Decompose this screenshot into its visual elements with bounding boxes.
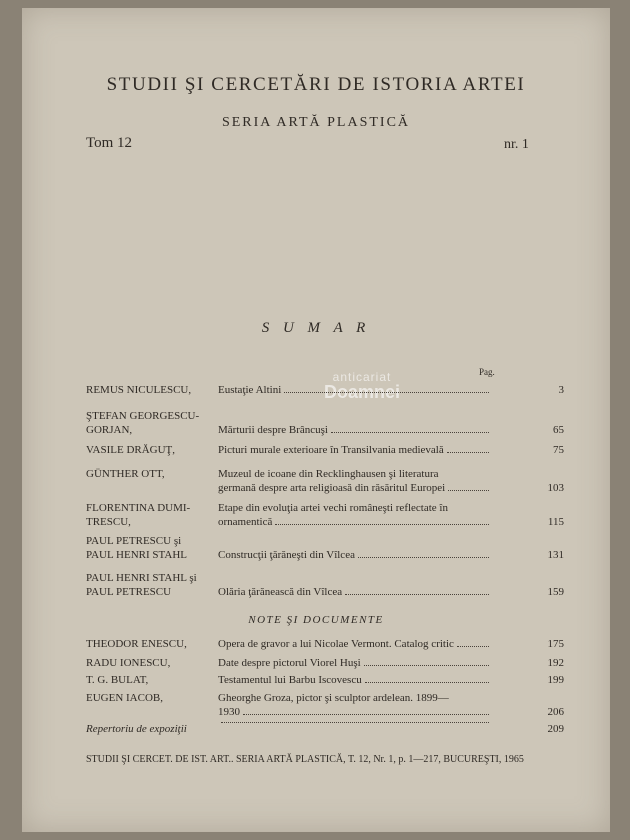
title-line: Opera de gravor a lui Nicolae Vermont. Catalog critic	[218, 638, 454, 650]
entry-title	[218, 443, 492, 457]
author-line: FLORENTINA DUMI-	[86, 502, 191, 514]
entry-author	[86, 383, 221, 397]
entry-author	[86, 571, 221, 599]
series-title: SERIA ARTĂ PLASTICĂ	[221, 115, 411, 130]
author-line: TRESCU,	[86, 516, 131, 528]
author-line: REMUS NICULESCU,	[86, 384, 192, 396]
entry-title	[218, 637, 492, 651]
entry-title	[218, 691, 492, 719]
entry-page-number: 159	[547, 586, 564, 598]
author-line: PAUL PETRESCU şi	[86, 535, 182, 547]
entry-title	[218, 656, 492, 670]
page-column-label: Pag.	[479, 367, 495, 377]
author-line: THEODOR ENESCU,	[86, 638, 187, 650]
notes-heading: NOTE ŞI DOCUMENTE	[248, 614, 384, 626]
entry-author	[86, 467, 221, 481]
issue-number: nr. 1	[504, 137, 529, 152]
entry-page-number: 192	[547, 657, 564, 669]
author-line: PAUL HENRI STAHL	[86, 549, 187, 561]
title-line: Date despre pictorul Viorel Huşi	[218, 657, 361, 669]
entry-title	[218, 571, 492, 599]
entry-author	[86, 443, 221, 457]
entry-author	[86, 673, 221, 687]
author-line: PAUL PETRESCU	[86, 586, 172, 598]
author-line: GÜNTHER OTT,	[86, 468, 165, 480]
title-line: Testamentul lui Barbu Iscovescu	[218, 674, 362, 686]
entry-author	[86, 691, 221, 705]
entry-author	[86, 409, 221, 437]
repertoriu-label: Repertoriu de expoziţii	[86, 723, 187, 735]
author-line: T. G. BULAT,	[86, 674, 149, 686]
repertoriu-page: 209	[547, 723, 564, 735]
watermark-line2: Doamnei	[323, 382, 401, 402]
entry-title	[218, 409, 492, 437]
imprint-footer: STUDII ŞI CERCET. DE IST. ART.. SERIA ARTĂ PLASTICĂ, T. 12, Nr. 1, p. 1—217, BUCUREŞTI, 1965	[86, 754, 524, 765]
entry-page-number: 206	[547, 706, 564, 718]
volume-label: Tom 12	[86, 135, 133, 151]
author-line: GORJAN,	[86, 424, 133, 436]
book-page	[22, 8, 610, 832]
title-line: Construcţii ţărăneşti din Vîlcea	[218, 549, 355, 561]
watermark-line1: anticariat	[332, 370, 392, 384]
title-line: ornamentică	[218, 516, 273, 528]
entry-page-number: 103	[547, 482, 564, 494]
entry-page-number: 175	[547, 638, 564, 650]
title-line: Picturi murale exterioare în Transilvania medievală	[218, 444, 444, 456]
entry-author	[86, 656, 221, 670]
entry-title	[218, 467, 492, 495]
title-line: 1930	[218, 706, 240, 718]
entry-author	[86, 534, 221, 562]
title-line: germană despre arta religioasă din răsăritul Europei	[218, 482, 446, 494]
author-line: VASILE DRĂGUŢ,	[86, 444, 176, 456]
title-line: Etape din evoluţia artei vechi româneşti reflectate în	[218, 502, 448, 514]
entry-page-number: 3	[558, 384, 564, 396]
entry-title	[218, 501, 492, 529]
author-line: EUGEN IACOB,	[86, 692, 163, 704]
title-line: Mărturii despre Brâncuşi	[218, 424, 328, 436]
entry-page-number: 75	[553, 444, 564, 456]
title-line: Olăria ţărănească din Vîlcea	[218, 586, 343, 598]
entry-page-number: 199	[547, 674, 564, 686]
title-line: Gheorghe Groza, pictor şi sculptor ardelean. 1899—	[218, 692, 449, 704]
entry-title	[218, 534, 492, 562]
entry-author	[86, 501, 221, 529]
entry-author	[86, 637, 221, 651]
entry-title	[218, 673, 492, 687]
repertoriu-leader	[218, 722, 492, 727]
entry-title	[218, 383, 492, 397]
title-line: Muzeul de icoane din Recklinghausen şi literatura	[218, 468, 439, 480]
author-line: RADU IONESCU,	[86, 657, 171, 669]
author-line: ŞTEFAN GEORGESCU-	[86, 410, 200, 422]
title-line: Eustaţie Altini	[218, 384, 282, 396]
author-line: PAUL HENRI STAHL şi	[86, 572, 197, 584]
contents-heading: S U M A R	[261, 320, 371, 336]
entry-page-number: 115	[547, 516, 564, 528]
entry-page-number: 131	[547, 549, 564, 561]
journal-title: STUDII ŞI CERCETĂRI DE ISTORIA ARTEI	[106, 74, 526, 95]
entry-page-number: 65	[553, 424, 564, 436]
